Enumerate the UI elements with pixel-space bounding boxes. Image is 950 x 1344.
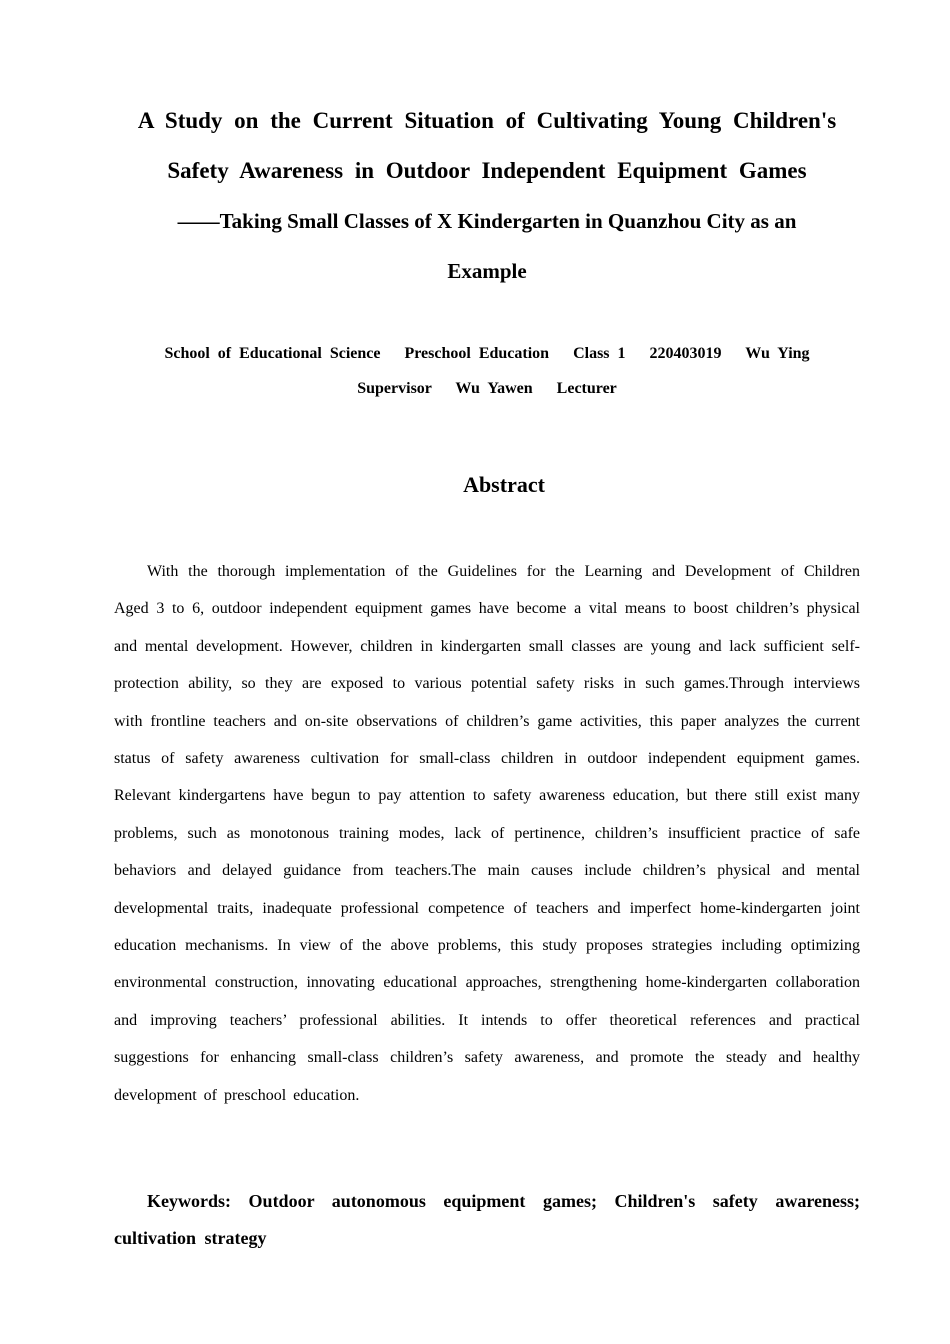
paper-title-line-1: A Study on the Current Situation of Cultivating Young Children's — [137, 108, 837, 133]
abstract-body: With the thorough implementation of the Guidelines for the Learning and Development of Children Aged 3 to 6, outdoor independent equipment games have become a vital means to boost children’s physical and mental development. However, children in kindergarten small classes are young and lack sufficient self-protection ability, so they are exposed to various potential safety risks in such games.Through interviews with frontline teachers and on-site observations of children’s game activities, this paper analyzes the current status of safety awareness cultivation for small-class children in outdoor independent equipment games. Relevant kindergartens have begun to pay attention to safety awareness education, but there still exist many problems, such as monotonous training modes, lack of pertinence, children’s insufficient practice of safe behaviors and delayed guidance from teachers.The main causes include children’s physical and mental developmental traits, inadequate professional competence of teachers and imperfect home-kindergarten joint education mechanisms. In view of the above problems, this study proposes strategies including optimizing environmental construction, innovating educational approaches, strengthening home-kindergarten collaboration and improving teachers’ professional abilities. It intends to offer theoretical references and practical suggestions for enhancing small-class children’s safety awareness, and promote the steady and healthy development of preschool education. — [114, 563, 860, 1104]
paper-subtitle-line-1: ——Taking Small Classes of X Kindergarten in Quanzhou City as an — [177, 209, 797, 233]
title-block — [114, 96, 860, 296]
paper-title-line-2: Safety Awareness in Outdoor Independent Equipment Games — [167, 158, 807, 183]
author-info: School of Educational Science Preschool Education Class 1 220403019 Wu Ying — [164, 345, 810, 362]
author-block — [114, 336, 860, 406]
paper-subtitle-line-2: Example — [447, 259, 527, 283]
keywords: Keywords: Outdoor autonomous equipment games; Children's safety awareness; cultivation strategy — [114, 1191, 860, 1248]
supervisor-info: Supervisor Wu Yawen Lecturer — [357, 380, 617, 397]
abstract-heading: Abstract — [463, 472, 545, 497]
